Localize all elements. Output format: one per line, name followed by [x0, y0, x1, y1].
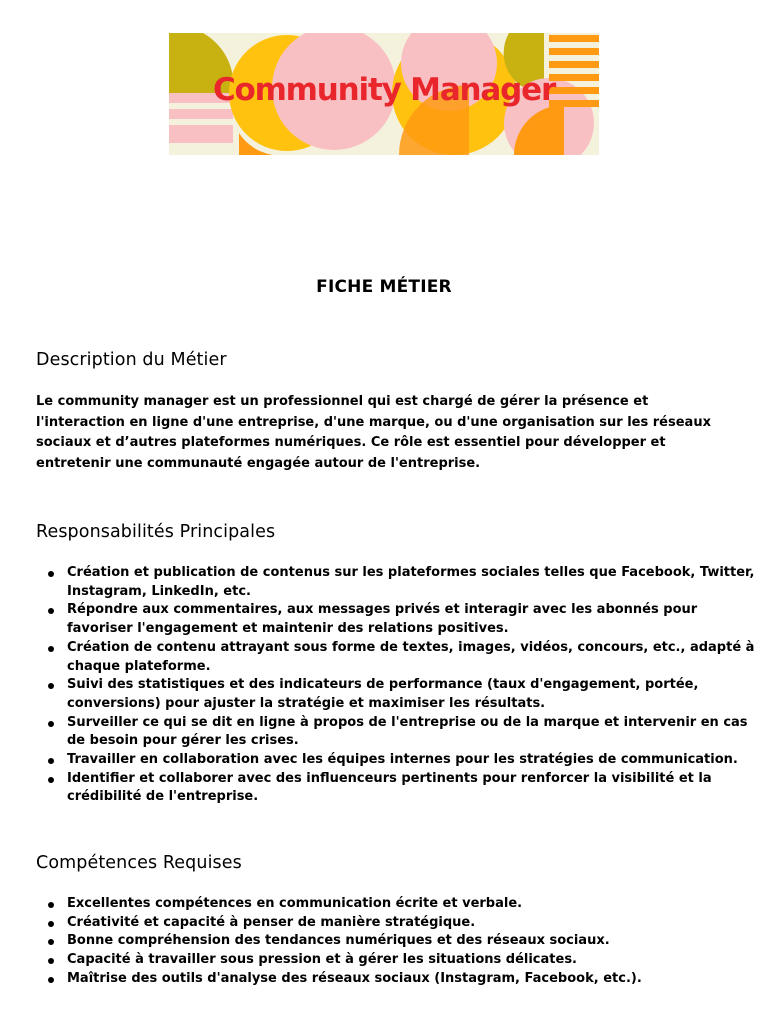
list-item: Bonne compréhension des tendances numériques et des réseaux sociaux. — [67, 932, 767, 951]
page-title: FICHE MÉTIER — [316, 277, 452, 297]
list-item: Travailler en collaboration avec les équipes internes pour les stratégies de communication. — [67, 751, 767, 770]
list-item: Suivi des statistiques et des indicateurs de performance (taux d'engagement, portée, conversions) pour ajuster la stratégie et maximiser les résultats. — [67, 676, 767, 713]
list-item: Surveiller ce qui se dit en ligne à propos de l'entreprise ou de la marque et intervenir en cas de besoin pour gérer les crises. — [67, 714, 767, 751]
banner-image — [169, 33, 599, 155]
description-paragraph: Le community manager est un professionnel qui est chargé de gérer la présence et l'interaction en ligne d'une entreprise, d'une marque, ou d'une organisation sur les réseaux sociaux et d’autres plateformes numériques. Ce rôle est essentiel pour développer et entretenir une communauté engagée autour de l'entreprise. — [36, 394, 711, 471]
list-item: Maîtrise des outils d'analyse des réseaux sociaux (Instagram, Facebook, etc.). — [67, 970, 767, 989]
section-heading-description: Description du Métier — [36, 350, 227, 370]
list-item: Capacité à travailler sous pression et à gérer les situations délicates. — [67, 951, 767, 970]
responsibilities-list — [36, 564, 767, 807]
list-item: Répondre aux commentaires, aux messages privés et interagir avec les abonnés pour favoriser l'engagement et maintenir des relations positives. — [67, 601, 767, 638]
list-item: Identifier et collaborer avec des influenceurs pertinents pour renforcer la visibilité et la crédibilité de l'entreprise. — [67, 770, 767, 807]
list-item: Créativité et capacité à penser de manière stratégique. — [67, 914, 767, 933]
banner-title: Community Manager — [212, 72, 556, 108]
section-heading-responsibilities: Responsabilités Principales — [36, 522, 276, 542]
list-item: Création de contenu attrayant sous forme de textes, images, vidéos, concours, etc., adapté à chaque plateforme. — [67, 639, 767, 676]
skills-list — [36, 895, 767, 989]
section-heading-skills: Compétences Requises — [36, 853, 242, 873]
list-item: Création et publication de contenus sur les plateformes sociales telles que Facebook, Twitter, Instagram, LinkedIn, etc. — [67, 564, 767, 601]
list-item: Excellentes compétences en communication écrite et verbale. — [67, 895, 767, 914]
